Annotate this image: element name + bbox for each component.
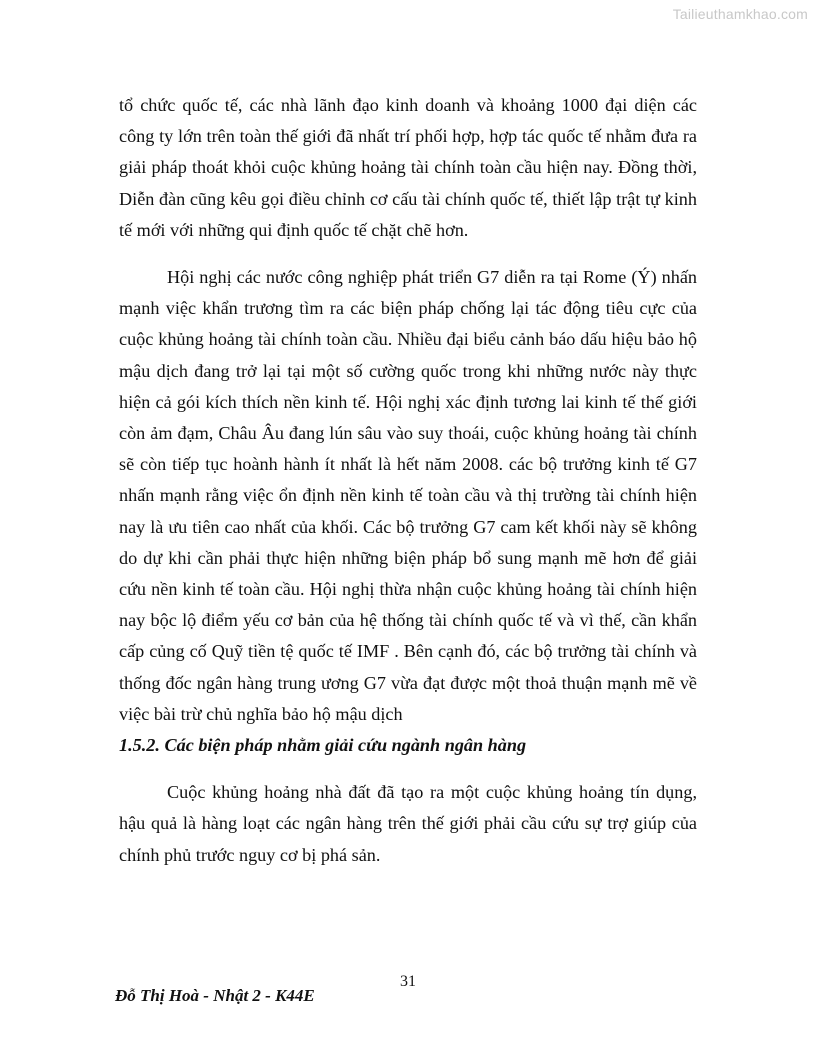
footer-author: Đỗ Thị Hoà - Nhật 2 - K44E	[115, 986, 315, 1005]
paragraph-g7-conference: Hội nghị các nước công nghiệp phát triển G7 diễn ra tại Rome (Ý) nhấn mạnh việc khẩn trương tìm ra các biện pháp chống lại tác động tiêu cực của cuộc khủng hoảng tài chính toàn cầu. Nhiều đại biểu cảnh báo dấu hiệu bảo hộ mậu dịch đang trở lại tại một số cường quốc trong khi những nước này thực hiện cả gói kích thích nền kinh tế. Hội nghị xác định tương lai kinh tế thế giới còn ảm đạm, Châu Âu đang lún sâu vào suy thoái, cuộc khủng hoảng tài chính sẽ còn tiếp tục hoành hành ít nhất là hết năm 2008. các bộ trưởng kinh tế G7 nhấn mạnh rằng việc ổn định nền kinh tế toàn cầu và thị trường tài chính hiện nay là ưu tiên cao nhất của khối. Các bộ trưởng G7 cam kết khối này sẽ không do dự khi cần phải thực hiện những biện pháp bổ sung mạnh mẽ hơn để giải cứu nền kinh tế toàn cầu. Hội nghị thừa nhận cuộc khủng hoảng tài chính hiện nay bộc lộ điểm yếu cơ bản của hệ thống tài chính quốc tế và vì thế, cần khẩn cấp củng cố Quỹ tiền tệ quốc tế IMF . Bên cạnh đó, các bộ trưởng tài chính và thống đốc ngân hàng trung ương G7 vừa đạt được một thoả thuận mạnh mẽ về việc bài trừ chủ nghĩa bảo hộ mậu dịch	[119, 267, 697, 724]
watermark-text: Tailieuthamkhao.com	[672, 6, 808, 22]
document-body	[119, 90, 697, 871]
section-heading: 1.5.2. Các biện pháp nhằm giải cứu ngành ngân hàng	[119, 735, 527, 756]
page-number: 31	[400, 973, 416, 990]
paragraph-continuation: tổ chức quốc tế, các nhà lãnh đạo kinh doanh và khoảng 1000 đại diện các công ty lớn trên toàn thế giới đã nhất trí phối hợp, hợp tác quốc tế nhằm đưa ra giải pháp thoát khỏi cuộc khủng hoảng tài chính toàn cầu hiện nay. Đồng thời, Diễn đàn cũng kêu gọi điều chỉnh cơ cấu tài chính quốc tế, thiết lập trật tự kinh tế mới với những qui định quốc tế chặt chẽ hơn.	[119, 95, 697, 240]
paragraph-housing-crisis: Cuộc khủng hoảng nhà đất đã tạo ra một cuộc khủng hoảng tín dụng, hậu quả là hàng loạt các ngân hàng trên thế giới phải cầu cứu sự trợ giúp của chính phủ trước nguy cơ bị phá sản.	[119, 782, 697, 865]
